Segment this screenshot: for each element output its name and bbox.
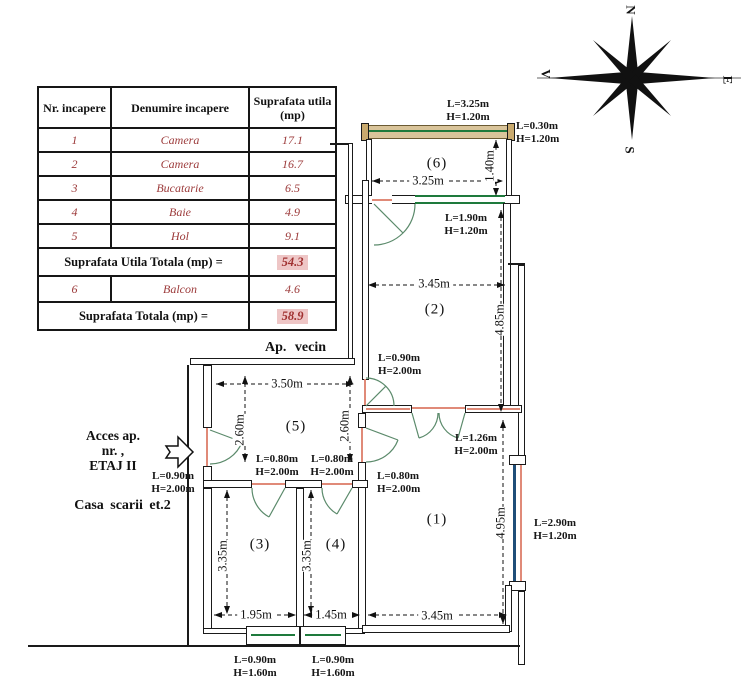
room3-door-arc [252,488,285,517]
acces-line1: Acces ap. [86,428,140,443]
label-h: H=1.20m [446,111,490,123]
col-header-nr: Nr. incapere [38,87,111,128]
cell-nr: 6 [38,276,111,302]
room4-label: (4) [325,536,347,553]
label-h: H=2.00m [378,365,422,377]
label-l: L=3.25m [446,98,490,110]
label-room1-window [527,517,583,543]
total-value: 58.9 [277,309,309,324]
cell-nr: 1 [38,128,111,152]
label-double-door [448,432,504,458]
cell-area: 4.9 [249,200,336,224]
dim-hall-width: 3.50m [268,377,306,392]
label-h: H=2.00m [151,483,195,495]
label-hall-door-room4 [305,453,359,479]
cell-area: 17.1 [249,128,336,152]
total-label: Suprafata Totala (mp) = [38,302,249,330]
dim-balcony-depth: 1.40m [482,150,497,182]
compass-e-label: E [720,75,736,85]
label-l: L=0.80m [377,470,420,482]
cell-name: Camera [111,128,249,152]
label-h: H=1.20m [444,225,488,237]
acces-line3: ETAJ II [89,458,137,473]
label-h: H=2.00m [454,445,498,457]
label-hall-door-room3 [250,453,304,479]
compass-v-label: V [538,69,554,79]
room2-label: (2) [424,301,446,318]
label-room2-door [378,352,428,378]
cell-name: Bucatarie [111,176,249,200]
label-l: L=0.90m [233,654,277,666]
dim-room2-width: 3.45m [415,277,453,292]
dim-room1-width: 3.45m [418,609,456,624]
label-room3-window [228,654,282,680]
balcony-door-arc [374,204,415,245]
label-h: H=1.60m [233,667,277,679]
label-l: L=0.80m [310,453,354,465]
room2-door-arc [366,378,394,406]
label-l: L=1.26m [454,432,498,444]
dim-balcony-width: 3.25m [409,174,447,189]
dim-room2-height: 4.85m [492,304,507,336]
label-entrance-door [147,470,199,496]
room6-label: (6) [426,155,448,172]
dim-room1-height: 4.95m [493,507,508,539]
label-room4-window [306,654,360,680]
double-door-left-arc [412,413,438,438]
label-l: L=2.90m [533,517,577,529]
label-l: L=0.90m [378,352,421,364]
dim-hall-height-r: 2.60m [337,410,352,442]
room1-label: (1) [426,511,448,528]
ap-vecin-text: Ap. vecin [265,340,326,355]
acces-text [52,428,174,473]
dim-room4-width: 1.45m [312,608,350,623]
label-h: H=2.00m [255,466,299,478]
dim-room3-height: 3.35m [215,540,230,572]
cell-name: Camera [111,152,249,176]
compass-s-label: S [622,146,638,154]
cell-area: 16.7 [249,152,336,176]
compass-n-label: N [623,5,639,15]
cell-nr: 5 [38,224,111,248]
acces-line2: nr. , [101,443,125,458]
dim-room3-width: 1.95m [237,608,275,623]
label-balcony-side-window [516,120,570,146]
cell-area: 4.6 [249,276,336,302]
room1-door-arc [366,428,398,462]
label-balcony-window [436,98,500,124]
label-l: L=0.90m [151,470,195,482]
col-header-suprafata: Suprafata utila (mp) [249,87,336,128]
label-h: H=2.00m [377,483,421,495]
room5-label: (5) [285,418,307,435]
cell-name: Balcon [111,276,249,302]
total-utila-value: 54.3 [277,255,309,270]
col-header-denumire: Denumire incapere [111,87,249,128]
total-utila-label: Suprafata Utila Totala (mp) = [38,248,249,276]
cell-nr: 3 [38,176,111,200]
label-room1-door [377,470,427,496]
room3-label: (3) [249,536,271,553]
cell-nr: 4 [38,200,111,224]
cell-area: 6.5 [249,176,336,200]
cell-name: Baie [111,200,249,224]
label-h: H=1.20m [516,133,560,145]
label-l: L=0.80m [255,453,299,465]
cell-area: 9.1 [249,224,336,248]
label-h: H=2.00m [310,466,354,478]
dim-room4-height: 3.35m [299,540,314,572]
label-l: L=0.90m [311,654,355,666]
room4-door-arc [322,488,352,514]
label-h: H=1.60m [311,667,355,679]
cell-name: Hol [111,224,249,248]
label-room2-window [436,212,496,238]
dim-hall-height-l: 2.60m [232,414,247,446]
label-h: H=1.20m [533,530,577,542]
casa-scarii-text: Casa scarii et.2 [74,498,171,513]
label-l: L=1.90m [444,212,488,224]
cell-nr: 2 [38,152,111,176]
label-l: L=0.30m [516,120,559,132]
